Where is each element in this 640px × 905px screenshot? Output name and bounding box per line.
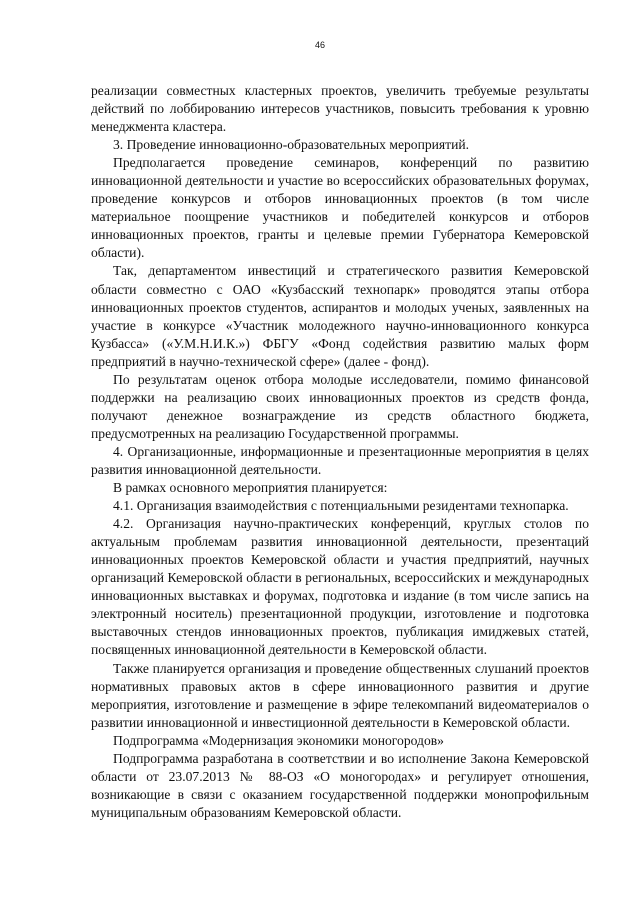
paragraph-umnik-contest: Так, департаментом инвестиций и стратегического развития Кемеровской области совместно с ОАО «Кузбасский технопарк» проводятся этапы отбора инновационных проектов студентов, аспирантов и молодых ученых, заявленных на участие в конкурсе «Участник молодежного научно-инновационного конкурса Кузбасса» («У.М.Н.И.К.») ФБГУ «Фонд содействия развитию малых форм предприятий в научно-технической сфере» (далее - фонд). (91, 263, 589, 369)
paragraph-item-3-heading: 3. Проведение инновационно-образовательных мероприятий. (113, 137, 470, 153)
paragraph-public-hearings: Также планируется организация и проведение общественных слушаний проектов нормативных правовых актов в сфере инновационного развития и другие мероприятия, изготовление и размещение в эфире телекомпаний видеоматериалов о развитии инновационной и инвестиционной деятельности в Кемеровской области. (91, 660, 589, 730)
paragraph-continuation: реализации совместных кластерных проектов, увеличить требуемые результаты действий по лоббированию интересов участников, повысить требования к уровню менеджмента кластера. (91, 83, 589, 135)
paragraph-item-4-2: 4.2. Организация научно-практических конференций, круглых столов по актуальным проблемам развития инновационной деятельности, презентаций инновационных проектов Кемеровской области и участия предприятий, научных организаций Кемеровской области в региональных, всероссийских и международных инновационных выставках и форумах, подготовка и издание (в том числе запись на электронный носитель) презентационной продукции, изготовление и подготовка выставочных стендов инновационных проектов, публикация имиджевых статей, посвященных инновационной деятельности в Кемеровской области. (91, 516, 589, 658)
paragraph-planned: В рамках основного мероприятия планируется: (113, 480, 388, 496)
page-number: 46 (314, 40, 325, 50)
paragraph-item-4-heading: 4. Организационные, информационные и презентационные мероприятия в целях развития инновационной деятельности. (91, 443, 589, 477)
body-text (91, 82, 589, 822)
paragraph-seminars: Предполагается проведение семинаров, конференций по развитию инновационной деятельности и участие во всероссийских образовательных форумах, проведение конкурсов и отборов инновационных проектов (в том числе материальное поощрение участников и победителей конкурсов и отборов инновационных проектов, гранты и целевые премии Губернатора Кемеровской области). (91, 155, 589, 261)
paragraph-item-4-1: 4.1. Организация взаимодействия с потенциальными резидентами технопарка. (113, 498, 569, 514)
paragraph-subprogram-basis: Подпрограмма разработана в соответствии и во исполнение Закона Кемеровской области от 23.07.2013 № 88-ОЗ «О моногородах» и регулирует отношения, возникающие в связи с оказанием государственной поддержки монопрофильным муниципальным образованиям Кемеровской области. (91, 750, 589, 820)
paragraph-evaluation-results: По результатам оценок отбора молодые исследователи, помимо финансовой поддержки на реализацию своих инновационных проектов из средств фонда, получают денежное вознаграждение из средств областного бюджета, предусмотренных на реализацию Государственной программы. (91, 371, 589, 441)
paragraph-subprogram-title: Подпрограмма «Модернизация экономики моногородов» (113, 732, 444, 748)
